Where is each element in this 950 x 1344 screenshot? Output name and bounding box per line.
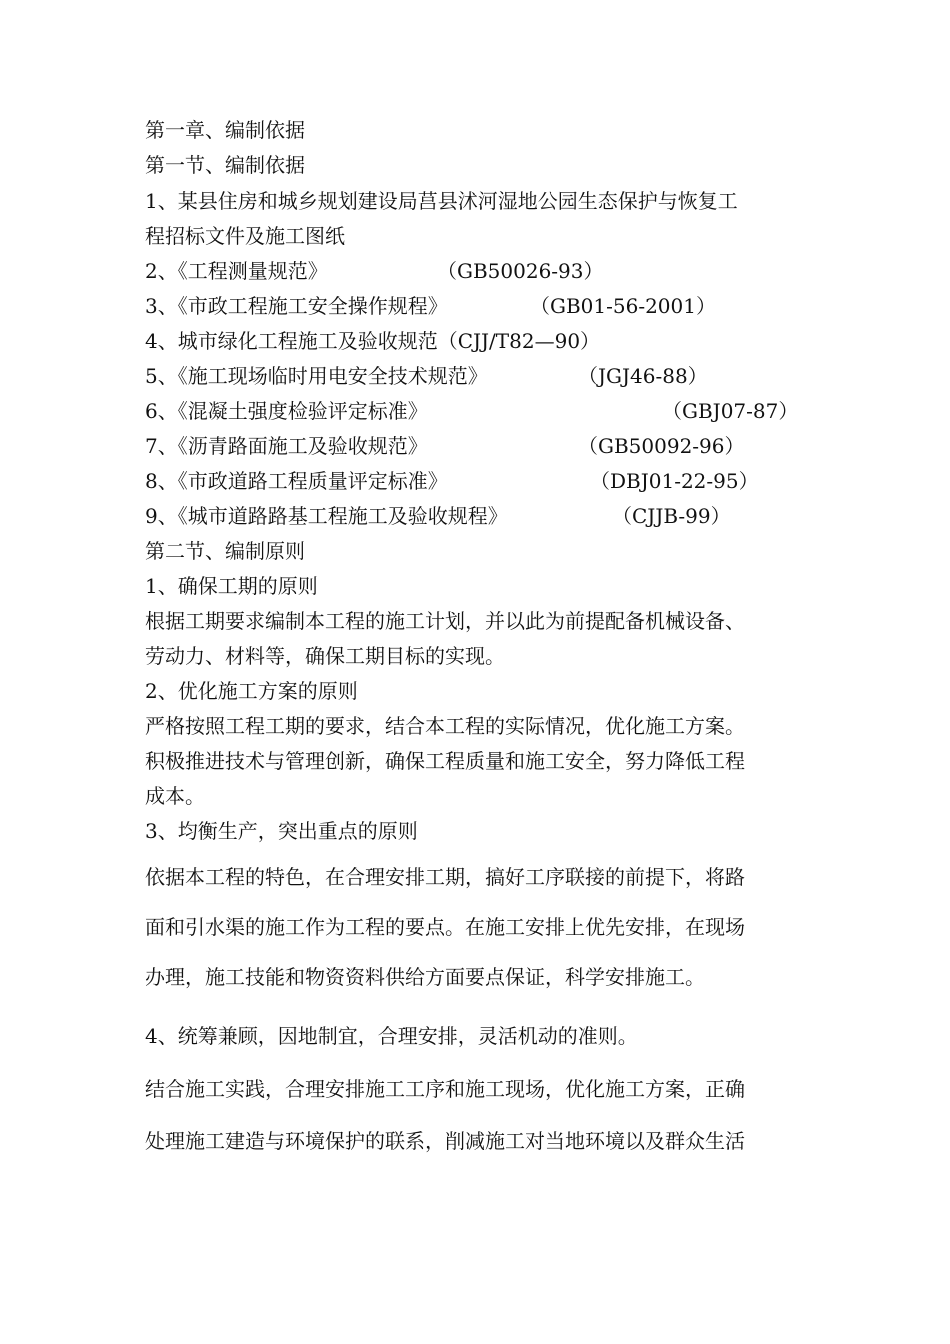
principle-3-text: 面和引水渠的施工作为工程的要点。在施工安排上优先安排，在现场 [145,915,745,939]
section-title: 第二节、编制原则 [145,539,305,563]
principle-4-title: 4、统筹兼顾，因地制宜，合理安排，灵活机动的准则。 [145,1024,638,1048]
principle-1-text: 根据工期要求编制本工程的施工计划，并以此为前提配备机械设备、 [145,609,745,633]
principle-3-text: 办理，施工技能和物资资料供给方面要点保证，科学安排施工。 [145,965,705,989]
basis-item-8: 8、《市政道路工程质量评定标准》 [145,469,448,493]
principle-3-title: 3、均衡生产，突出重点的原则 [145,819,418,843]
basis-item-2-code: （GB50026-93） [437,259,604,283]
basis-item-2: 2、《工程测量规范》 [145,259,328,283]
basis-item-3: 3、《市政工程施工安全操作规程》 [145,294,448,318]
principle-4-text: 结合施工实践，合理安排施工工序和施工现场，优化施工方案，正确 [145,1077,745,1101]
principle-2-text: 积极推进技术与管理创新，确保工程质量和施工安全，努力降低工程 [145,749,745,773]
basis-item-5: 5、《施工现场临时用电安全技术规范》 [145,364,488,388]
basis-item-1-continued: 程招标文件及施工图纸 [145,224,345,248]
basis-item-3-code: （GB01-56-2001） [530,294,716,318]
basis-item-1: 1、某县住房和城乡规划建设局莒县沭河湿地公园生态保护与恢复工 [145,189,738,213]
principle-3-text: 依据本工程的特色，在合理安排工期，搞好工序联接的前提下，将路 [145,865,745,889]
principle-2-text: 成本。 [145,784,205,808]
principle-1-title: 1、确保工期的原则 [145,574,318,598]
basis-item-4: 4、城市绿化工程施工及验收规范（CJJ/T82—90） [145,329,601,353]
basis-item-9-code: （CJJB-99） [612,504,731,528]
basis-item-9: 9、《城市道路路基工程施工及验收规程》 [145,504,508,528]
principle-4-text: 处理施工建造与环境保护的联系，削减施工对当地环境以及群众生活 [145,1129,745,1153]
principle-2-text: 严格按照工程工期的要求，结合本工程的实际情况，优化施工方案。 [145,714,745,738]
basis-item-7-code: （GB50092-96） [578,434,745,458]
basis-item-8-code: （DBJ01-22-95） [590,469,759,493]
section-title: 第一节、编制依据 [145,153,305,177]
basis-item-7: 7、《沥青路面施工及验收规范》 [145,434,428,458]
principle-2-title: 2、优化施工方案的原则 [145,679,358,703]
chapter-title: 第一章、编制依据 [145,118,305,142]
basis-item-6-code: （GBJ07-87） [662,399,799,423]
basis-item-5-code: （JGJ46-88） [578,364,708,388]
basis-item-6: 6、《混凝土强度检验评定标准》 [145,399,428,423]
principle-1-text: 劳动力、材料等，确保工期目标的实现。 [145,644,505,668]
